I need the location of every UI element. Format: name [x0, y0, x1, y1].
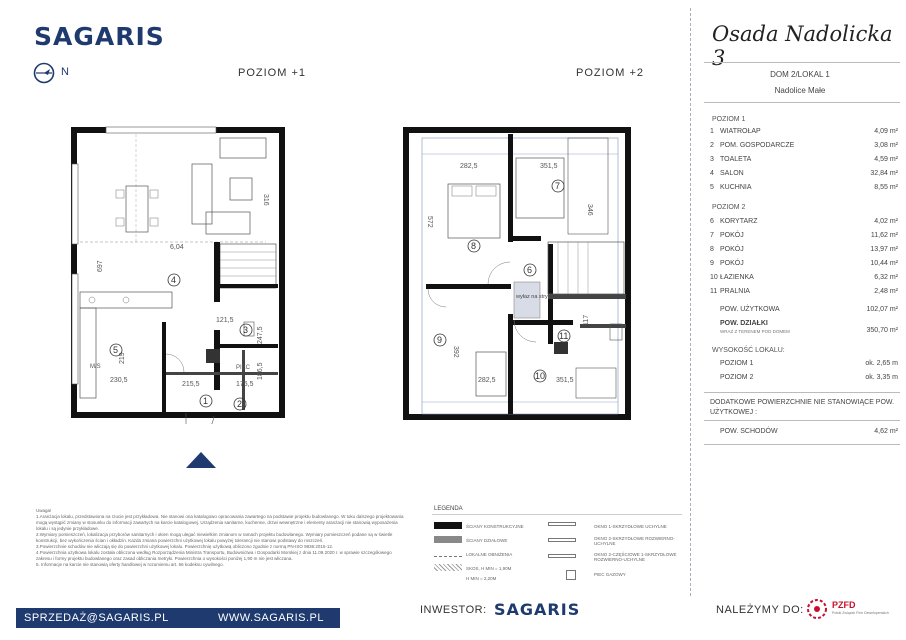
dim-bath-width: 351,5 [556, 377, 574, 384]
dim-kitchen-width: 230,5 [110, 377, 128, 384]
divider-vertical [690, 8, 691, 596]
dim-room8-width: 282,5 [460, 163, 478, 170]
website-link[interactable]: WWW.SAGARIS.PL [218, 612, 325, 624]
usable-area-row: POW. UŻYTKOWA 102,07 m² [720, 306, 898, 313]
dim-storage-depth: 186,5 [257, 362, 264, 380]
legend-item: H MIN = 2,20M [466, 576, 497, 581]
dim-kitchen-depth: 219 [119, 352, 126, 364]
pzfd-logo-icon [806, 598, 828, 620]
legend-item: OKNO 2-CZĘŚCIOWE 1-SKRZYDŁOWE ROZWIERNO-UCHYLNE [594, 552, 677, 562]
legend-item: ŚCIANY DZIAŁOWE [466, 538, 508, 543]
dim-room9-width: 282,5 [478, 377, 496, 384]
legend-item: OKNO 2-SKRZYDŁOWE ROZWIERNO-UCHYLNE [594, 536, 675, 546]
contact-bar [16, 608, 340, 628]
pec-label: PIEC [236, 365, 251, 371]
legend-item: ŚCIANY KONSTRUKCYJNE [466, 524, 524, 529]
dim-room9-depth: 392 [452, 346, 459, 358]
svg-text:9: 9 [437, 335, 443, 345]
room-row: 10 ŁAZIENKA 6,32 m² [710, 274, 898, 281]
height-header: WYSOKOŚĆ LOKALU: [712, 347, 785, 354]
legend-swatch-partition [434, 536, 462, 543]
dim-salon-width: 6,04 [170, 244, 184, 251]
legend-item: LOKALNE OBNIŻENIA [466, 552, 513, 557]
entrance-arrow-icon [186, 452, 216, 473]
svg-text:1: 1 [203, 396, 209, 406]
plot-area-note: WRAZ Z TERENEM POD DOMEM [720, 329, 790, 334]
ms-label: M/S [90, 364, 101, 370]
level-1-header: POZIOM 1 [712, 116, 746, 123]
height-row: POZIOM 2 ok. 3,35 m [720, 374, 898, 381]
email-link[interactable]: SPRZEDAŻ@SAGARIS.PL [24, 612, 169, 624]
info-panel [700, 0, 906, 600]
plot-area-row: POW. DZIAŁKI 350,70 m² [720, 320, 898, 334]
window-2-icon [548, 538, 576, 542]
project-title: Osada Nadolicka 3 [712, 22, 893, 70]
legend-swatch-slope [434, 564, 462, 571]
level-2-title: POZIOM +2 [576, 67, 644, 79]
investor-label: INWESTOR: [420, 604, 487, 616]
dim-wc-depth: 247,5 [257, 326, 264, 344]
svg-text:5: 5 [113, 345, 119, 355]
dim-room8-depth: 572 [426, 216, 433, 228]
location-label: Nadolice Małe [774, 86, 826, 95]
stairs-area-row: POW. SCHODÓW 4,62 m² [720, 428, 898, 435]
investor-logo: SAGARIS [494, 600, 581, 619]
legend-item: PIEC GAZOWY [594, 572, 626, 577]
dim-salon-side: 316 [262, 194, 269, 206]
sagaris-logo: SAGARIS [34, 22, 165, 51]
dim-room7-width: 351,5 [540, 163, 558, 170]
floor-plan-level-2 [398, 124, 638, 424]
legend-swatch-structural [434, 522, 462, 529]
svg-text:2: 2 [237, 399, 243, 409]
room-row: 5 KUCHNIA 8,55 m² [710, 184, 898, 191]
dim-wc-width: 121,5 [216, 317, 234, 324]
dim-room7-depth: 346 [586, 204, 593, 216]
svg-text:7: 7 [555, 181, 561, 191]
belongs-label: NALEŻYMY DO: [716, 604, 804, 616]
dim-storage-width: 175,5 [236, 381, 254, 388]
attic-hatch-label: wyłaz na strych [516, 294, 554, 300]
svg-text:3: 3 [243, 325, 249, 335]
legend-item: SKOS, H MIN = 1,90M [466, 566, 512, 571]
room-row: 9 POKÓJ 10,44 m² [710, 260, 898, 267]
north-label: N [61, 66, 69, 78]
dim-salon-depth: 697 [97, 260, 104, 272]
window-1-icon [548, 522, 576, 526]
window-3-icon [548, 554, 576, 558]
svg-text:11: 11 [559, 331, 569, 341]
dim-vestibule-width: 215,5 [182, 381, 200, 388]
pzfd-sub: Polski Związek Firm Deweloperskich [832, 611, 889, 615]
svg-text:4: 4 [171, 275, 177, 285]
floor-plan-level-1 [66, 124, 306, 424]
level-2-header: POZIOM 2 [712, 204, 746, 211]
svg-text:8: 8 [471, 241, 477, 251]
level-1-title: POZIOM +1 [238, 67, 306, 79]
svg-text:6: 6 [527, 265, 533, 275]
svg-text:10: 10 [535, 371, 546, 381]
legend-title: LEGENDA [434, 506, 463, 512]
disclaimer-notes: Uwaga! 1.Aranżacja lokalu, przedstawiona na rzucie jest przykładowa. Nie stanowi ona katalogowo opracowania zawartego na podstawie projektu budowlanego. W toku dalszego projektowania mogą wystąpić zmiany w stosunku do informacji zawartych na karcie katalogowej. Urządzenia sanitarne, kuchenne, drzwi wewnętrzne i elementy aranżacji nie stanowią wyposażenia lokalu i są jedynie przykładowe. 2.Wymiary pomieszczeń, lokalizacja przyborów sanitarnych i okien mogą ulegać niewielkim zmianom w ramach projektu budowlanego. Wymiary pomieszczeń podane są w świetle konstrukcji, bez wykończenia ścian i okładzin. Każda zmiana powierzchni użytkowej lokalu powyżej tolerancji nie stanowi podstawy do roszczeń. 3.Powierzchnie schodów nie wliczają się do powierzchni użytkowej lokalu. Powierzchnię użytkową obliczono zgodnie z normą PN-ISO 9836:2015-12. 4.Powierzchnia użytkowa lokalu została obliczona według Rozporządzenia Ministra Transportu, Budownictwa i Gospodarki Morskiej z dnia 11.09.2020 r. w sprawie szczegółowego zakresu i formy projektu budowlanego oraz zasad obliczania metryki. Powierzchnia o wysokości poniżej 1,90 m nie jest wliczana. 5. Informacje na karcie nie stanowią oferty handlowej w rozumieniu art. 66 kodeksu cywilnego. [36, 508, 404, 567]
unit-label: DOM 2/LOKAL 1 [770, 70, 830, 79]
room-row: 4 SALON 32,84 m² [710, 170, 898, 177]
footer [0, 596, 906, 640]
legend-item: OKNO 1-SKRZYDŁOWE UCHYLNE [594, 524, 667, 529]
extra-area-header: DODATKOWE POWIERZCHNIE NIE STANOWIĄCE POW. UŻYTKOWEJ : [710, 399, 895, 416]
dim-laundry-depth: 117 [583, 314, 590, 326]
room-row: 3 TOALETA 4,59 m² [710, 156, 898, 163]
room-row: 1 WIATROŁAP 4,09 m² [710, 128, 898, 135]
compass-icon [33, 62, 55, 84]
legend-swatch-lowered [434, 550, 462, 557]
height-row: POZIOM 1 ok. 2,65 m [720, 360, 898, 367]
room-row: 11 PRALNIA 2,48 m² [710, 288, 898, 295]
room-row: 7 POKÓJ 11,62 m² [710, 232, 898, 239]
room-row: 6 KORYTARZ 4,02 m² [710, 218, 898, 225]
room-row: 8 POKÓJ 13,97 m² [710, 246, 898, 253]
room-row: 2 POM. GOSPODARCZE 3,08 m² [710, 142, 898, 149]
gas-furnace-icon [566, 570, 576, 580]
pzfd-label: PZFD [832, 600, 856, 610]
